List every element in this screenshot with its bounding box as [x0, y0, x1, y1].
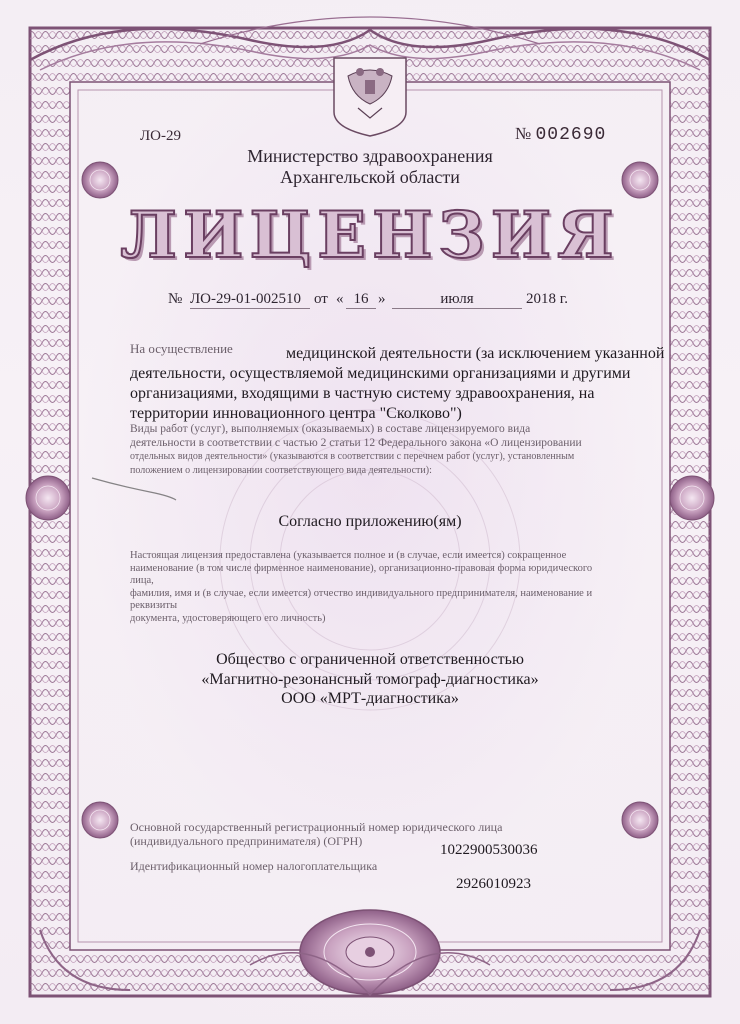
issuer-line-2: Архангельской области: [280, 167, 460, 187]
activity-line-1: медицинской деятельности (за исключением указанной: [286, 345, 665, 362]
bottom-rosette: [300, 910, 440, 994]
issuer-line-1: Министерство здравоохранения: [247, 146, 493, 166]
license-day: 16: [346, 291, 376, 309]
works-note-line-2: деятельности в соответствии с частью 2 статьи 12 Федерального закона «О лицензировании: [130, 436, 582, 449]
license-month: июля: [392, 291, 522, 309]
holder-note-line-4: документа, удостоверяющего его личность): [130, 612, 326, 624]
ogrn-value: 1022900530036: [440, 842, 538, 858]
works-value: Согласно приложению(ям): [278, 513, 462, 530]
holder-line-1: Общество с ограниченной ответственностью: [216, 651, 524, 668]
document-title: ЛИЦЕНЗИЯ: [120, 198, 620, 273]
works-note-line-4: положением о лицензировании соответствующего вида деятельности):: [130, 464, 432, 476]
activity-line-4: территории инновационного центра "Сколково"): [130, 405, 462, 422]
form-number-value: 002690: [535, 125, 607, 145]
holder-note-line-3: фамилия, имя и (в случае, если имеется) отчество индивидуального предпринимателя, наименование и реквизиты: [130, 587, 593, 611]
activity-line-3: организациями, входящими в частную систему здравоохранения, на: [130, 385, 595, 402]
series-code: ЛО-29: [140, 128, 182, 144]
holder-line-3: ООО «МРТ-диагностика»: [281, 690, 459, 707]
works-note-line-3: отдельных видов деятельности» (указываются в соответствии с перечнем работ (услуг), установленным: [130, 451, 575, 462]
holder-note: [130, 550, 610, 625]
license-number-sign: №: [168, 291, 183, 307]
activity-label: На осуществление: [130, 341, 233, 356]
form-number-sign: №: [515, 124, 532, 143]
ogrn-label-line-1: Основной государственный регистрационный номер юридического лица: [130, 820, 503, 834]
license-from: от: [314, 291, 328, 307]
works-note: [130, 423, 610, 477]
license-quote-open: «: [336, 291, 344, 307]
form-number: [515, 124, 606, 145]
license-quote-close: »: [378, 291, 386, 307]
license-year: 2018 г.: [526, 291, 568, 307]
works-note-line-1: Виды работ (услуг), выполняемых (оказываемых) в составе лицензируемого вида: [130, 423, 531, 435]
holder-note-line-1: Настоящая лицензия предоставлена (указывается полное и (в случае, если имеется) сокращенное: [130, 550, 567, 561]
license-number-line: [0, 291, 740, 315]
inn-label: Идентификационный номер налогоплательщика: [130, 859, 378, 873]
ogrn-label-line-2: (индивидуального предпринимателя) (ОГРН): [130, 834, 363, 848]
activity-line-2: деятельности, осуществляемой медицинскими организациями и другими: [130, 365, 631, 382]
inn-value: 2926010923: [456, 876, 531, 892]
holder-line-2: «Магнитно-резонансный томограф-диагностика»: [201, 670, 539, 688]
holder-note-line-2: наименование (в том числе фирменное наименование), организационно-правовая форма юридического лица,: [130, 562, 593, 586]
license-number: ЛО-29-01-002510: [190, 291, 310, 309]
coat-of-arms-emblem: [334, 58, 406, 136]
license-holder: [0, 650, 740, 709]
issuing-authority: [0, 146, 740, 188]
